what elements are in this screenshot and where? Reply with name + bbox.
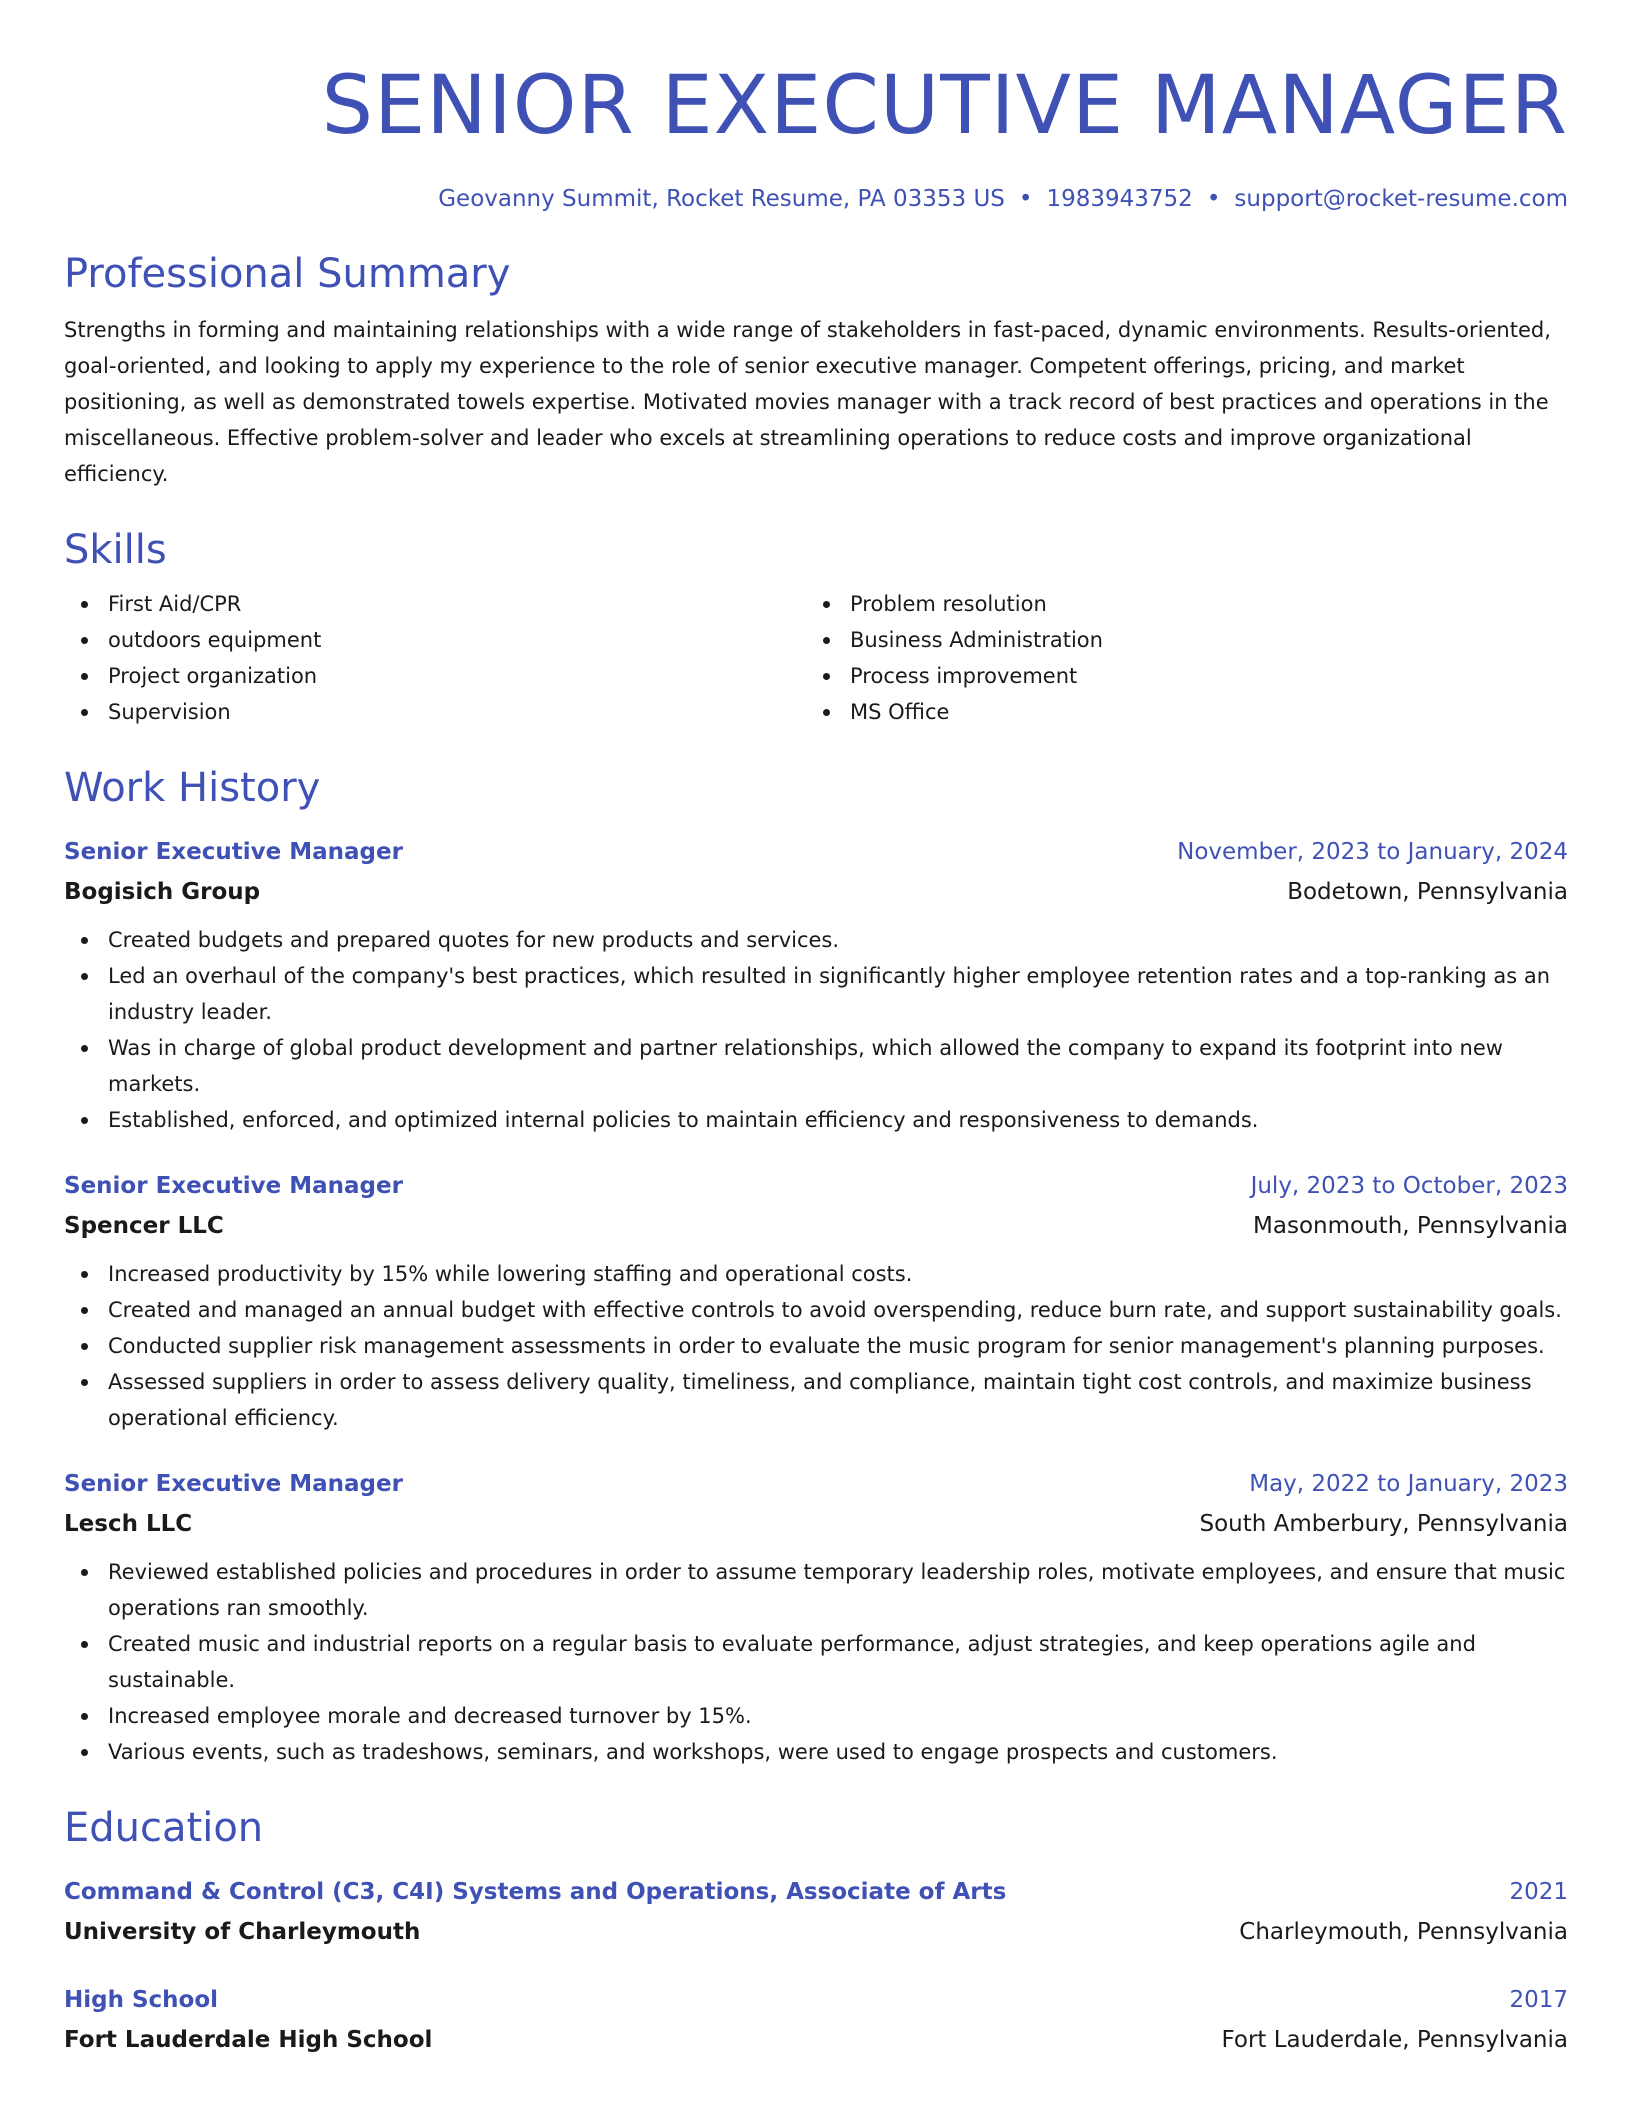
education-degree-row	[64, 1980, 1568, 2020]
education-school-row	[64, 1912, 1568, 1952]
job-dates: July, 2023 to October, 2023	[1250, 1173, 1568, 1199]
job-bullet: Established, enforced, and optimized internal policies to maintain efficiency and responsiveness to demands.	[108, 1102, 1568, 1138]
job-bullet: Increased employee morale and decreased turnover by 15%.	[108, 1698, 1568, 1734]
job-title: Senior Executive Manager	[64, 839, 403, 865]
job-bullet: Created budgets and prepared quotes for new products and services.	[108, 922, 1568, 958]
education-entry	[64, 1980, 1568, 2060]
job-location: Masonmouth, Pennsylvania	[1253, 1213, 1568, 1239]
education-school: University of Charleymouth	[64, 1919, 421, 1945]
education-degree: Command & Control (C3, C4I) Systems and Operations, Associate of Arts	[64, 1879, 1007, 1905]
skills-list-right	[806, 586, 1548, 730]
work-history-section	[64, 762, 1568, 1770]
skills-columns	[64, 586, 1568, 730]
job-bullet: Increased productivity by 15% while lowering staffing and operational costs.	[108, 1256, 1568, 1292]
resume-title: SENIOR EXECUTIVE MANAGER	[321, 59, 1568, 153]
skill-item: Process improvement	[850, 658, 1548, 694]
job-company: Spencer LLC	[64, 1213, 224, 1239]
job-bullet: Reviewed established policies and procedures in order to assume temporary leadership roles, motivate employees, and ensure that music operations ran smoothly.	[108, 1554, 1568, 1626]
skill-item: First Aid/CPR	[108, 586, 806, 622]
job-entry	[64, 1464, 1568, 1770]
education-heading: Education	[64, 1805, 264, 1851]
resume-header	[64, 0, 1568, 216]
education-location: Fort Lauderdale, Pennsylvania	[1221, 2027, 1568, 2053]
contact-address: Geovanny Summit, Rocket Resume, PA 03353 US	[438, 186, 1005, 212]
contact-line	[64, 182, 1568, 216]
skills-section	[64, 524, 1568, 730]
summary-text: Strengths in forming and maintaining relationships with a wide range of stakeholders in fast-paced, dynamic environments. Results-oriented, goal-oriented, and looking to apply my experience to the role of senior executive manager. Competent offerings, pricing, and market positioning, as well as demonstrated towels expertise. Motivated movies manager with a track record of best practices and operations in the miscellaneous. Effective problem-solver and leader who excels at streamlining operations to reduce costs and improve organizational efficiency.	[64, 318, 1551, 486]
contact-phone: 1983943752	[1046, 186, 1193, 212]
job-entry	[64, 832, 1568, 1138]
job-bullet: Created and managed an annual budget with effective controls to avoid overspending, reduce burn rate, and support sustainability goals.	[108, 1292, 1568, 1328]
skills-list-left	[64, 586, 806, 730]
work-history-heading: Work History	[64, 765, 321, 811]
job-bullet: Created music and industrial reports on a regular basis to evaluate performance, adjust strategies, and keep operations agile and sustainable.	[108, 1626, 1568, 1698]
summary-heading: Professional Summary	[64, 251, 511, 297]
job-title-row	[64, 832, 1568, 872]
education-section	[64, 1802, 1568, 2060]
contact-email: support@rocket-resume.com	[1234, 186, 1568, 212]
summary-section	[64, 248, 1568, 492]
education-school-row	[64, 2020, 1568, 2060]
education-year: 2017	[1509, 1987, 1568, 2013]
job-bullets	[64, 922, 1568, 1138]
job-company: Lesch LLC	[64, 1511, 193, 1537]
education-entry	[64, 1872, 1568, 1952]
job-bullets	[64, 1554, 1568, 1770]
skills-heading: Skills	[64, 527, 167, 573]
job-bullet: Assessed suppliers in order to assess delivery quality, timeliness, and compliance, maintain tight cost controls, and maximize business operational efficiency.	[108, 1364, 1568, 1436]
job-location: Bodetown, Pennsylvania	[1287, 879, 1568, 905]
job-location: South Amberbury, Pennsylvania	[1199, 1511, 1568, 1537]
education-degree: High School	[64, 1987, 219, 2013]
job-company-row	[64, 872, 1568, 912]
contact-separator: •	[1018, 186, 1033, 212]
skill-item: Project organization	[108, 658, 806, 694]
job-bullet: Various events, such as tradeshows, seminars, and workshops, were used to engage prospects and customers.	[108, 1734, 1568, 1770]
job-title: Senior Executive Manager	[64, 1173, 403, 1199]
job-bullet: Conducted supplier risk management assessments in order to evaluate the music program for senior management's planning purposes.	[108, 1328, 1568, 1364]
job-entry	[64, 1166, 1568, 1436]
skill-item: MS Office	[850, 694, 1548, 730]
contact-separator: •	[1206, 186, 1221, 212]
job-bullet: Was in charge of global product development and partner relationships, which allowed the company to expand its footprint into new markets.	[108, 1030, 1568, 1102]
skill-item: Business Administration	[850, 622, 1548, 658]
education-degree-row	[64, 1872, 1568, 1912]
job-company: Bogisich Group	[64, 879, 261, 905]
education-school: Fort Lauderdale High School	[64, 2027, 433, 2053]
job-title: Senior Executive Manager	[64, 1471, 403, 1497]
skill-item: Supervision	[108, 694, 806, 730]
job-bullet: Led an overhaul of the company's best practices, which resulted in significantly higher employee retention rates and a top-ranking as an industry leader.	[108, 958, 1568, 1030]
job-title-row	[64, 1464, 1568, 1504]
job-company-row	[64, 1206, 1568, 1246]
skill-item: Problem resolution	[850, 586, 1548, 622]
job-title-row	[64, 1166, 1568, 1206]
skill-item: outdoors equipment	[108, 622, 806, 658]
job-dates: May, 2022 to January, 2023	[1249, 1471, 1568, 1497]
education-year: 2021	[1509, 1879, 1568, 1905]
education-location: Charleymouth, Pennsylvania	[1239, 1919, 1568, 1945]
job-bullets	[64, 1256, 1568, 1436]
job-company-row	[64, 1504, 1568, 1544]
job-dates: November, 2023 to January, 2024	[1177, 839, 1568, 865]
